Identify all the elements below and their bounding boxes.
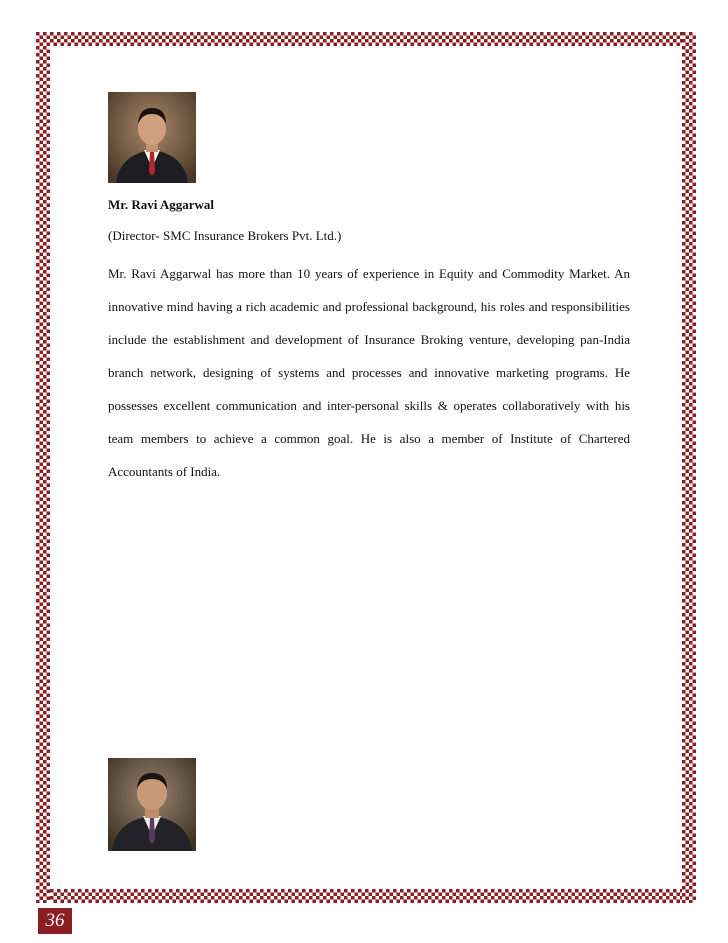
- profile-designation: (Director- SMC Insurance Brokers Pvt. Ltd.): [108, 228, 342, 243]
- portrait-photo-second: [108, 758, 196, 851]
- profile-section: [108, 196, 630, 488]
- page-border-right: [682, 32, 696, 903]
- page-border-left: [36, 32, 50, 903]
- portrait-photo: [108, 92, 196, 183]
- page-border-top: [36, 32, 696, 46]
- page-number: 36: [38, 908, 72, 934]
- profile-bio: Mr. Ravi Aggarwal has more than 10 years of experience in Equity and Commodity Market. An innovative mind having a rich academic and professional background, his roles and responsibilities include the establishment and development of Insurance Broking venture, developing pan-India branch network, designing of systems and processes and innovative marketing programs. He possesses excellent communication and inter-personal skills & operates collaboratively with his team members to achieve a common goal. He is also a member of Institute of Chartered Accountants of India.: [108, 266, 630, 479]
- profile-name: Mr. Ravi Aggarwal: [108, 197, 215, 212]
- page-border-bottom: [36, 889, 696, 903]
